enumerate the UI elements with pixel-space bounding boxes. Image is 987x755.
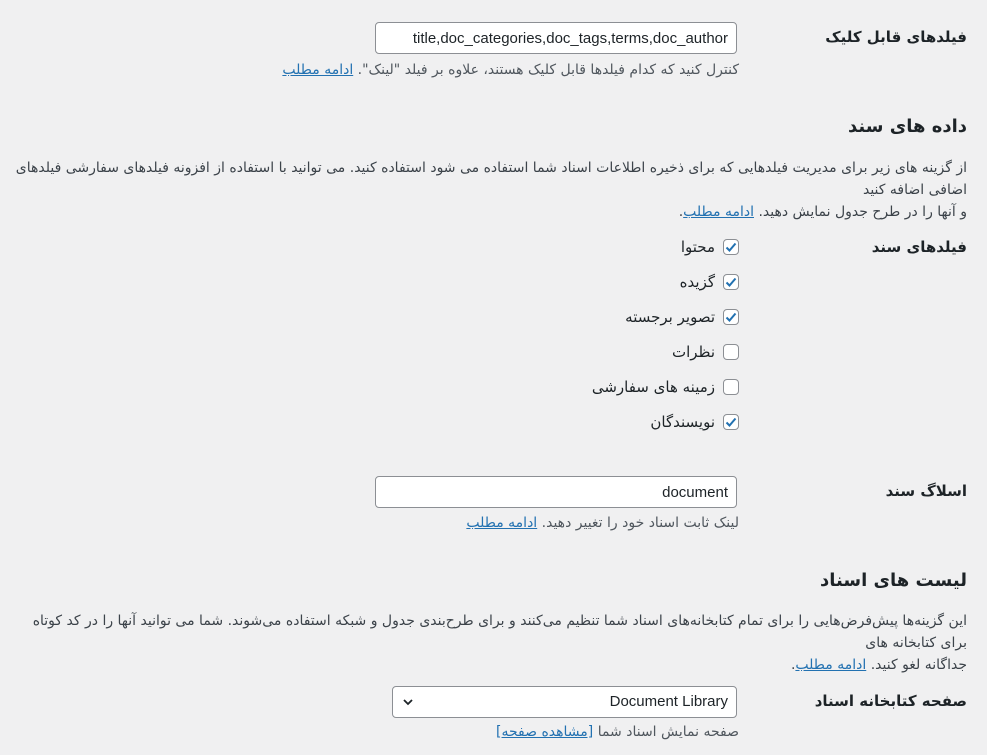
document-lists-paragraph-line1: این گزینه‌ها پیش‌فرض‌هایی را برای تمام کتابخانه‌های اسناد شما تنظیم می‌کنند و برای طرح‌بندی جدول و شبکه استفاده می‌شوند. شما می توانید آنها را در کد کوتاه برای کتابخانه های — [32, 613, 967, 651]
field-comments-label: نظرات — [671, 343, 715, 361]
document-data-title: داده های سند — [848, 116, 967, 137]
checkbox[interactable] — [723, 414, 739, 430]
library-page-view-link[interactable]: [مشاهده صفحه] — [496, 724, 594, 740]
checkmark-icon — [724, 240, 738, 254]
field-comments-option[interactable] — [672, 341, 739, 363]
field-featured-image-option[interactable] — [625, 306, 739, 328]
document-data-paragraph-line2-text: و آنها را در طرح جدول نمایش دهید. — [758, 204, 967, 220]
checkmark-icon — [724, 310, 738, 324]
chevron-down-icon — [401, 695, 415, 709]
document-slug-more-link[interactable]: ادامه مطلب — [466, 515, 538, 531]
clickable-fields-description — [282, 62, 739, 78]
document-slug-input[interactable] — [375, 476, 737, 508]
document-slug-label: اسلاگ سند — [885, 482, 967, 500]
field-custom-fields-option[interactable] — [592, 376, 739, 398]
field-authors-label: نویسندگان — [650, 413, 715, 431]
document-slug-description — [466, 515, 739, 531]
field-excerpt-option[interactable] — [680, 271, 739, 293]
document-data-paragraph-line2: و آنها را در طرح جدول نمایش دهید. ادامه مطلب. — [678, 204, 967, 220]
checkbox[interactable] — [723, 344, 739, 360]
clickable-fields-more-link[interactable]: ادامه مطلب — [282, 62, 354, 78]
clickable-fields-input[interactable] — [375, 22, 737, 54]
library-page-select[interactable] — [392, 686, 737, 718]
document-lists-paragraph-line2-text: جداگانه لغو کنید. — [870, 657, 967, 673]
field-authors-option[interactable] — [650, 411, 739, 433]
library-page-label: صفحه کتابخانه اسناد — [814, 692, 967, 710]
document-slug-description-text: لینک ثابت اسناد خود را تغییر دهید. — [541, 515, 739, 531]
field-content-label: محتوا — [680, 238, 715, 256]
document-lists-paragraph-line2: جداگانه لغو کنید. ادامه مطلب. — [790, 657, 967, 673]
checkmark-icon — [724, 415, 738, 429]
library-page-description-text: صفحه نمایش اسناد شما — [597, 724, 739, 740]
document-data-more-link[interactable]: ادامه مطلب — [683, 204, 754, 220]
clickable-fields-label: فیلدهای قابل کلیک — [825, 28, 967, 46]
library-page-selected-value: Document Library — [609, 693, 728, 710]
checkbox[interactable] — [723, 274, 739, 290]
clickable-fields-description-text: کنترل کنید که کدام فیلدها قابل کلیک هستند، علاوه بر فیلد "لینک". — [357, 62, 739, 78]
field-custom-fields-label: زمینه های سفارشی — [591, 378, 715, 396]
field-content-option[interactable] — [681, 236, 739, 258]
document-lists-more-link[interactable]: ادامه مطلب — [795, 657, 867, 673]
checkbox[interactable] — [723, 379, 739, 395]
field-excerpt-label: گزیده — [679, 273, 715, 291]
checkbox[interactable] — [723, 239, 739, 255]
document-lists-title: لیست های اسناد — [820, 570, 967, 591]
checkmark-icon — [724, 275, 738, 289]
document-data-paragraph — [12, 157, 967, 223]
document-lists-paragraph — [12, 610, 967, 676]
field-featured-image-label: تصویر برجسته — [625, 308, 715, 326]
document-fields-label: فیلدهای سند — [871, 238, 967, 256]
checkbox[interactable] — [723, 309, 739, 325]
document-data-paragraph-line1: از گزینه های زیر برای مدیریت فیلدهایی که برای ذخیره اطلاعات اسناد شما استفاده می شود استفاده کنید. می توانید با استفاده از افزونه فیلدهای سفارشی فیلدهای اضافی اضافه کنید — [15, 160, 967, 198]
library-page-description — [496, 724, 739, 740]
